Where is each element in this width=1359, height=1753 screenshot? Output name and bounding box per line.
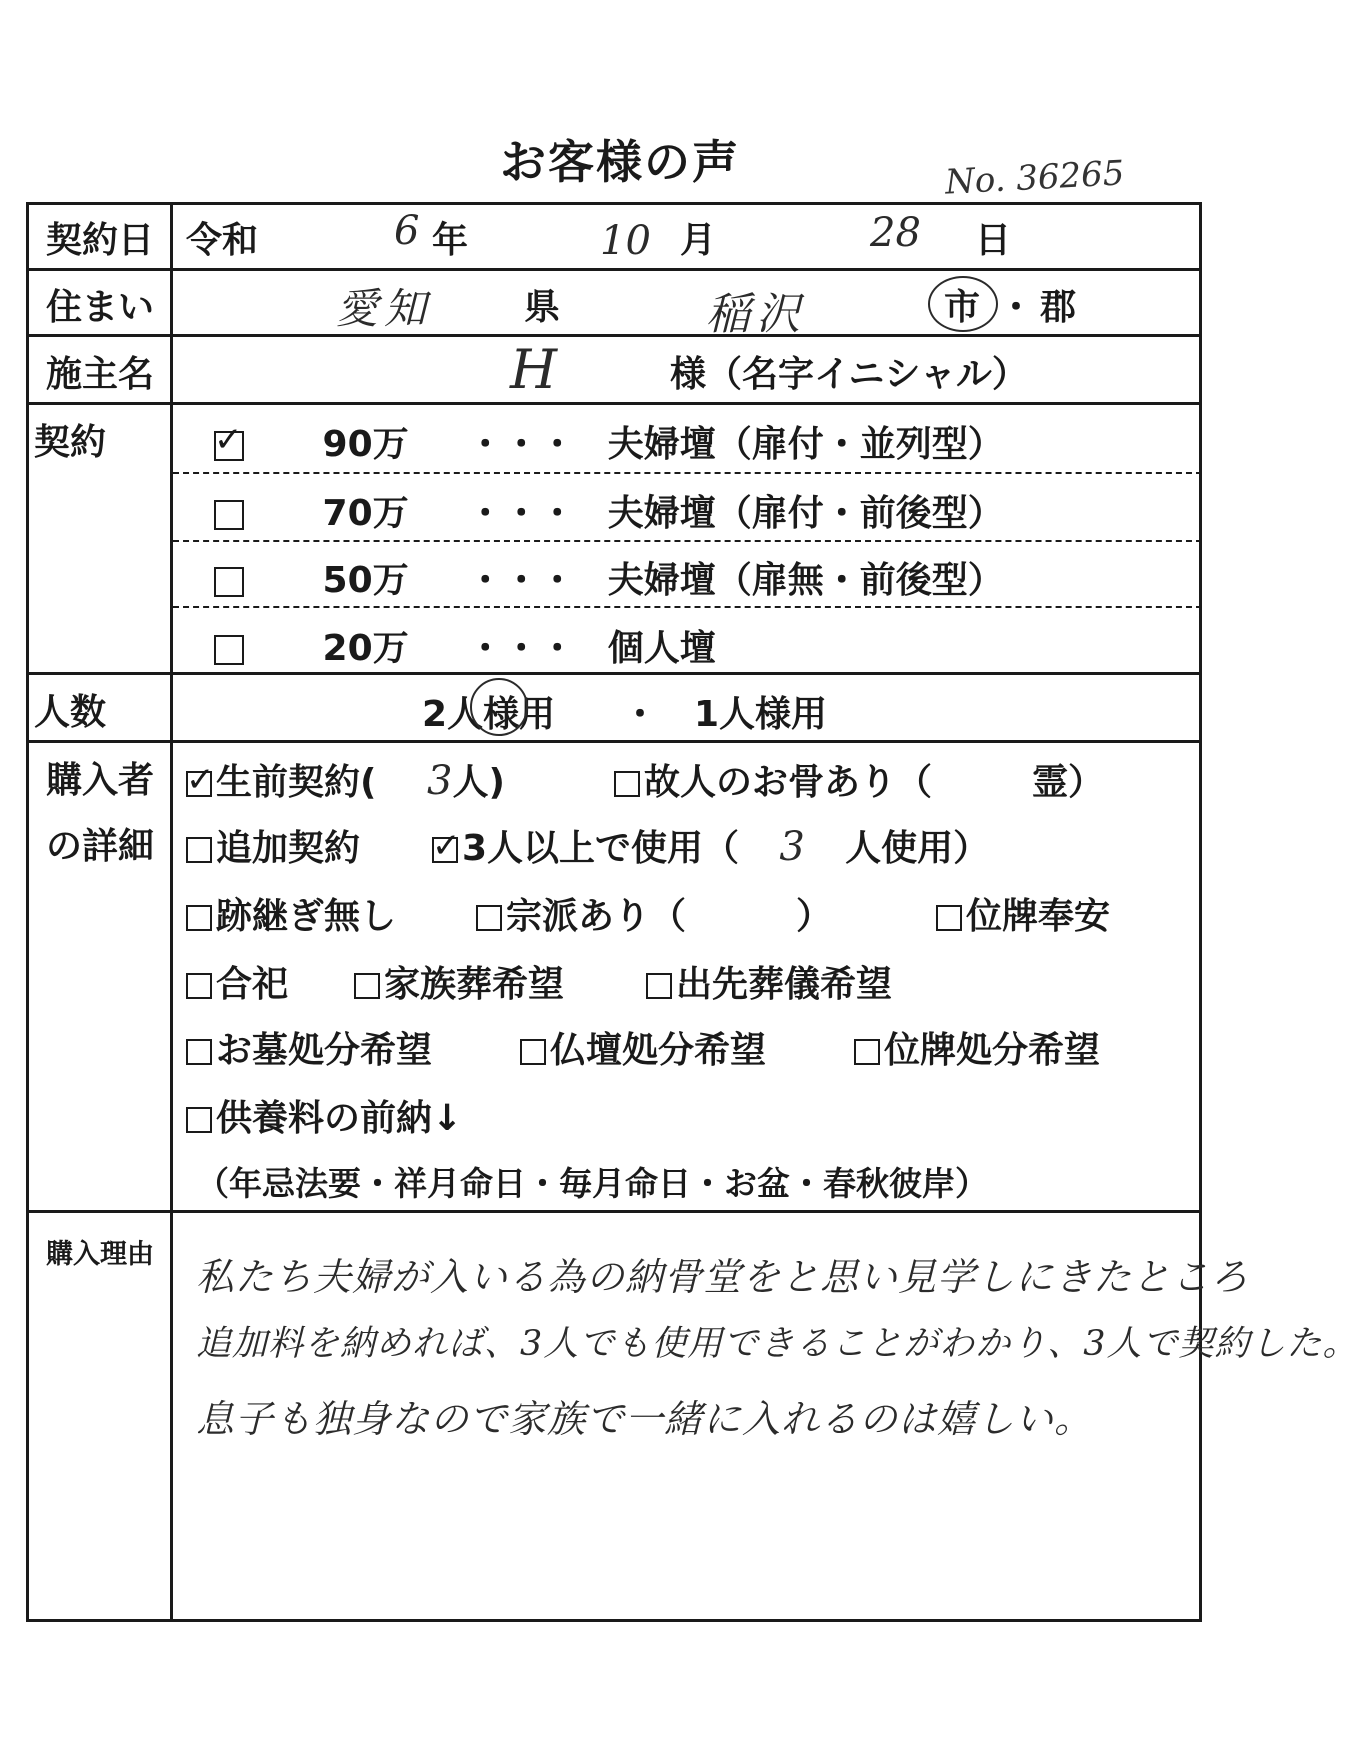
detail-altar-disposal bbox=[520, 1022, 766, 1073]
checkbox[interactable] bbox=[432, 826, 461, 866]
checkbox[interactable] bbox=[186, 905, 212, 931]
people-option-2-circled: 様 bbox=[483, 694, 520, 735]
row-divider bbox=[26, 402, 1202, 405]
row-divider bbox=[26, 740, 1202, 743]
check-mark-icon: ✓ bbox=[432, 826, 461, 866]
year-unit: 年 bbox=[432, 220, 469, 261]
row-divider bbox=[26, 334, 1202, 337]
checkbox[interactable] bbox=[186, 973, 212, 999]
row-divider bbox=[26, 1210, 1202, 1213]
detail-family-funeral bbox=[354, 956, 564, 1007]
detail-label: 追加契約 bbox=[216, 828, 361, 869]
detail-goushi bbox=[186, 956, 288, 1007]
prefecture: 愛知 bbox=[336, 284, 433, 333]
detail-away-funeral bbox=[646, 956, 892, 1007]
detail-ihai-disposal bbox=[854, 1022, 1100, 1073]
checkbox[interactable] bbox=[186, 1039, 212, 1065]
checkbox[interactable] bbox=[186, 760, 215, 800]
page-title: お客様の声 bbox=[500, 135, 740, 189]
reason-line: 追加料を納めれば、3人でも使用できることがわかり、3人で契約した。 bbox=[196, 1324, 1359, 1364]
detail-label: 仏壇処分希望 bbox=[550, 1030, 767, 1071]
selection-circle bbox=[470, 678, 528, 736]
people-option-2-pre: 2人 bbox=[422, 694, 484, 735]
address-separator: ・ bbox=[998, 287, 1035, 328]
option-dots: ・・・ bbox=[467, 424, 576, 465]
option-divider bbox=[173, 540, 1202, 542]
detail-label: 合祀 bbox=[216, 964, 289, 1005]
checkbox[interactable] bbox=[614, 771, 640, 797]
detail-label: お墓処分希望 bbox=[216, 1030, 433, 1071]
label-people: 人数 bbox=[34, 692, 107, 733]
document-number: No. 36265 bbox=[944, 153, 1126, 203]
detail-label: 故人のお骨あり（ bbox=[644, 762, 933, 803]
row-divider bbox=[26, 268, 1202, 271]
label-buyer-details-1: 購入者 bbox=[45, 760, 154, 801]
reason-line: 私たち夫婦が入いる為の納骨堂をと思い見学しにきたところ bbox=[196, 1255, 1250, 1299]
detail-unit: 霊） bbox=[1032, 762, 1105, 803]
contract-option bbox=[214, 620, 716, 671]
people-option-1[interactable]: 1人様用 bbox=[694, 694, 828, 735]
checkbox[interactable] bbox=[476, 905, 502, 931]
detail-close: ） bbox=[796, 896, 833, 937]
detail-unit: 人使用） bbox=[845, 828, 990, 869]
checkbox[interactable] bbox=[854, 1039, 880, 1065]
checkbox[interactable] bbox=[936, 905, 962, 931]
detail-count: 3 bbox=[427, 758, 453, 804]
option-divider bbox=[173, 606, 1202, 608]
label-contract-date: 契約日 bbox=[45, 220, 154, 261]
option-dots: ・・・ bbox=[467, 560, 576, 601]
detail-label: 生前契約( bbox=[216, 762, 377, 803]
checkbox[interactable] bbox=[646, 973, 672, 999]
month-unit: 月 bbox=[680, 220, 717, 261]
option-divider bbox=[173, 472, 1202, 474]
detail-pre-need bbox=[186, 754, 505, 805]
detail-label: 3人以上で使用（ bbox=[462, 828, 740, 869]
option-price: 90万 bbox=[322, 424, 409, 465]
detail-label: 供養料の前納↓ bbox=[216, 1098, 463, 1139]
detail-no-heir bbox=[186, 888, 396, 939]
client-initial: H bbox=[510, 338, 558, 401]
detail-offering-prepay bbox=[186, 1090, 462, 1141]
option-desc: 個人壇 bbox=[607, 628, 716, 669]
city-unit-selected: 市 bbox=[944, 287, 981, 328]
row-divider bbox=[26, 672, 1202, 675]
label-buyer-details-2: の詳細 bbox=[45, 826, 154, 867]
option-price: 50万 bbox=[322, 560, 409, 601]
detail-label: 家族葬希望 bbox=[384, 964, 565, 1005]
contract-option bbox=[214, 416, 1004, 467]
detail-label: 宗派あり（ bbox=[506, 896, 687, 937]
city: 稲沢 bbox=[706, 289, 806, 340]
checkbox[interactable] bbox=[354, 973, 380, 999]
checkbox[interactable] bbox=[186, 1107, 212, 1133]
label-client-name: 施主名 bbox=[45, 354, 154, 395]
era: 令和 bbox=[186, 220, 259, 261]
checkbox[interactable] bbox=[214, 420, 244, 461]
option-dots: ・・・ bbox=[467, 493, 576, 534]
check-mark-icon: ✓ bbox=[186, 760, 215, 800]
detail-label: 出先葬儀希望 bbox=[676, 964, 893, 1005]
detail-three-plus bbox=[432, 820, 989, 871]
option-desc: 夫婦壇（扉付・並列型） bbox=[607, 424, 1004, 465]
checkbox[interactable] bbox=[214, 635, 244, 665]
checkbox[interactable] bbox=[214, 500, 244, 530]
label-reason: 購入理由 bbox=[46, 1239, 154, 1270]
county-unit: 郡 bbox=[1040, 287, 1077, 328]
check-mark-icon: ✓ bbox=[214, 420, 243, 460]
option-dots: ・・・ bbox=[467, 628, 576, 669]
detail-label: 位牌奉安 bbox=[966, 896, 1111, 937]
option-desc: 夫婦壇（扉無・前後型） bbox=[607, 560, 1004, 601]
contract-day: 28 bbox=[870, 210, 921, 256]
label-address: 住まい bbox=[45, 287, 154, 328]
detail-additional bbox=[186, 820, 360, 871]
contract-option bbox=[214, 552, 1004, 603]
label-contract: 契約 bbox=[34, 422, 107, 463]
offering-note: （年忌法要・祥月命日・毎月命日・お盆・春秋彼岸） bbox=[196, 1164, 988, 1203]
option-desc: 夫婦壇（扉付・前後型） bbox=[607, 493, 1004, 534]
contract-option bbox=[214, 485, 1004, 536]
detail-sect bbox=[476, 888, 832, 939]
detail-ihai bbox=[936, 888, 1110, 939]
contract-year: 6 bbox=[394, 208, 420, 254]
people-separator: ・ bbox=[622, 694, 659, 735]
prefecture-unit: 県 bbox=[524, 287, 561, 328]
option-price: 20万 bbox=[322, 628, 409, 669]
detail-label: 跡継ぎ無し bbox=[216, 896, 397, 937]
contract-month: 10 bbox=[600, 218, 651, 264]
reason-line: 息子も独身なので家族で一緒に入れるのは嬉しい。 bbox=[196, 1397, 1094, 1441]
client-name-suffix: 様（名字イニシャル） bbox=[670, 354, 1028, 395]
checkbox[interactable] bbox=[520, 1039, 546, 1065]
day-unit: 日 bbox=[975, 220, 1012, 261]
checkbox[interactable] bbox=[186, 837, 212, 863]
people-option-2-post: 用 bbox=[519, 694, 556, 735]
option-price: 70万 bbox=[322, 493, 409, 534]
checkbox[interactable] bbox=[214, 567, 244, 597]
detail-label: 位牌処分希望 bbox=[884, 1030, 1101, 1071]
detail-count: 3 bbox=[779, 824, 805, 870]
detail-unit: 人) bbox=[452, 762, 505, 803]
detail-remains bbox=[614, 754, 1104, 805]
detail-grave-disposal bbox=[186, 1022, 432, 1073]
